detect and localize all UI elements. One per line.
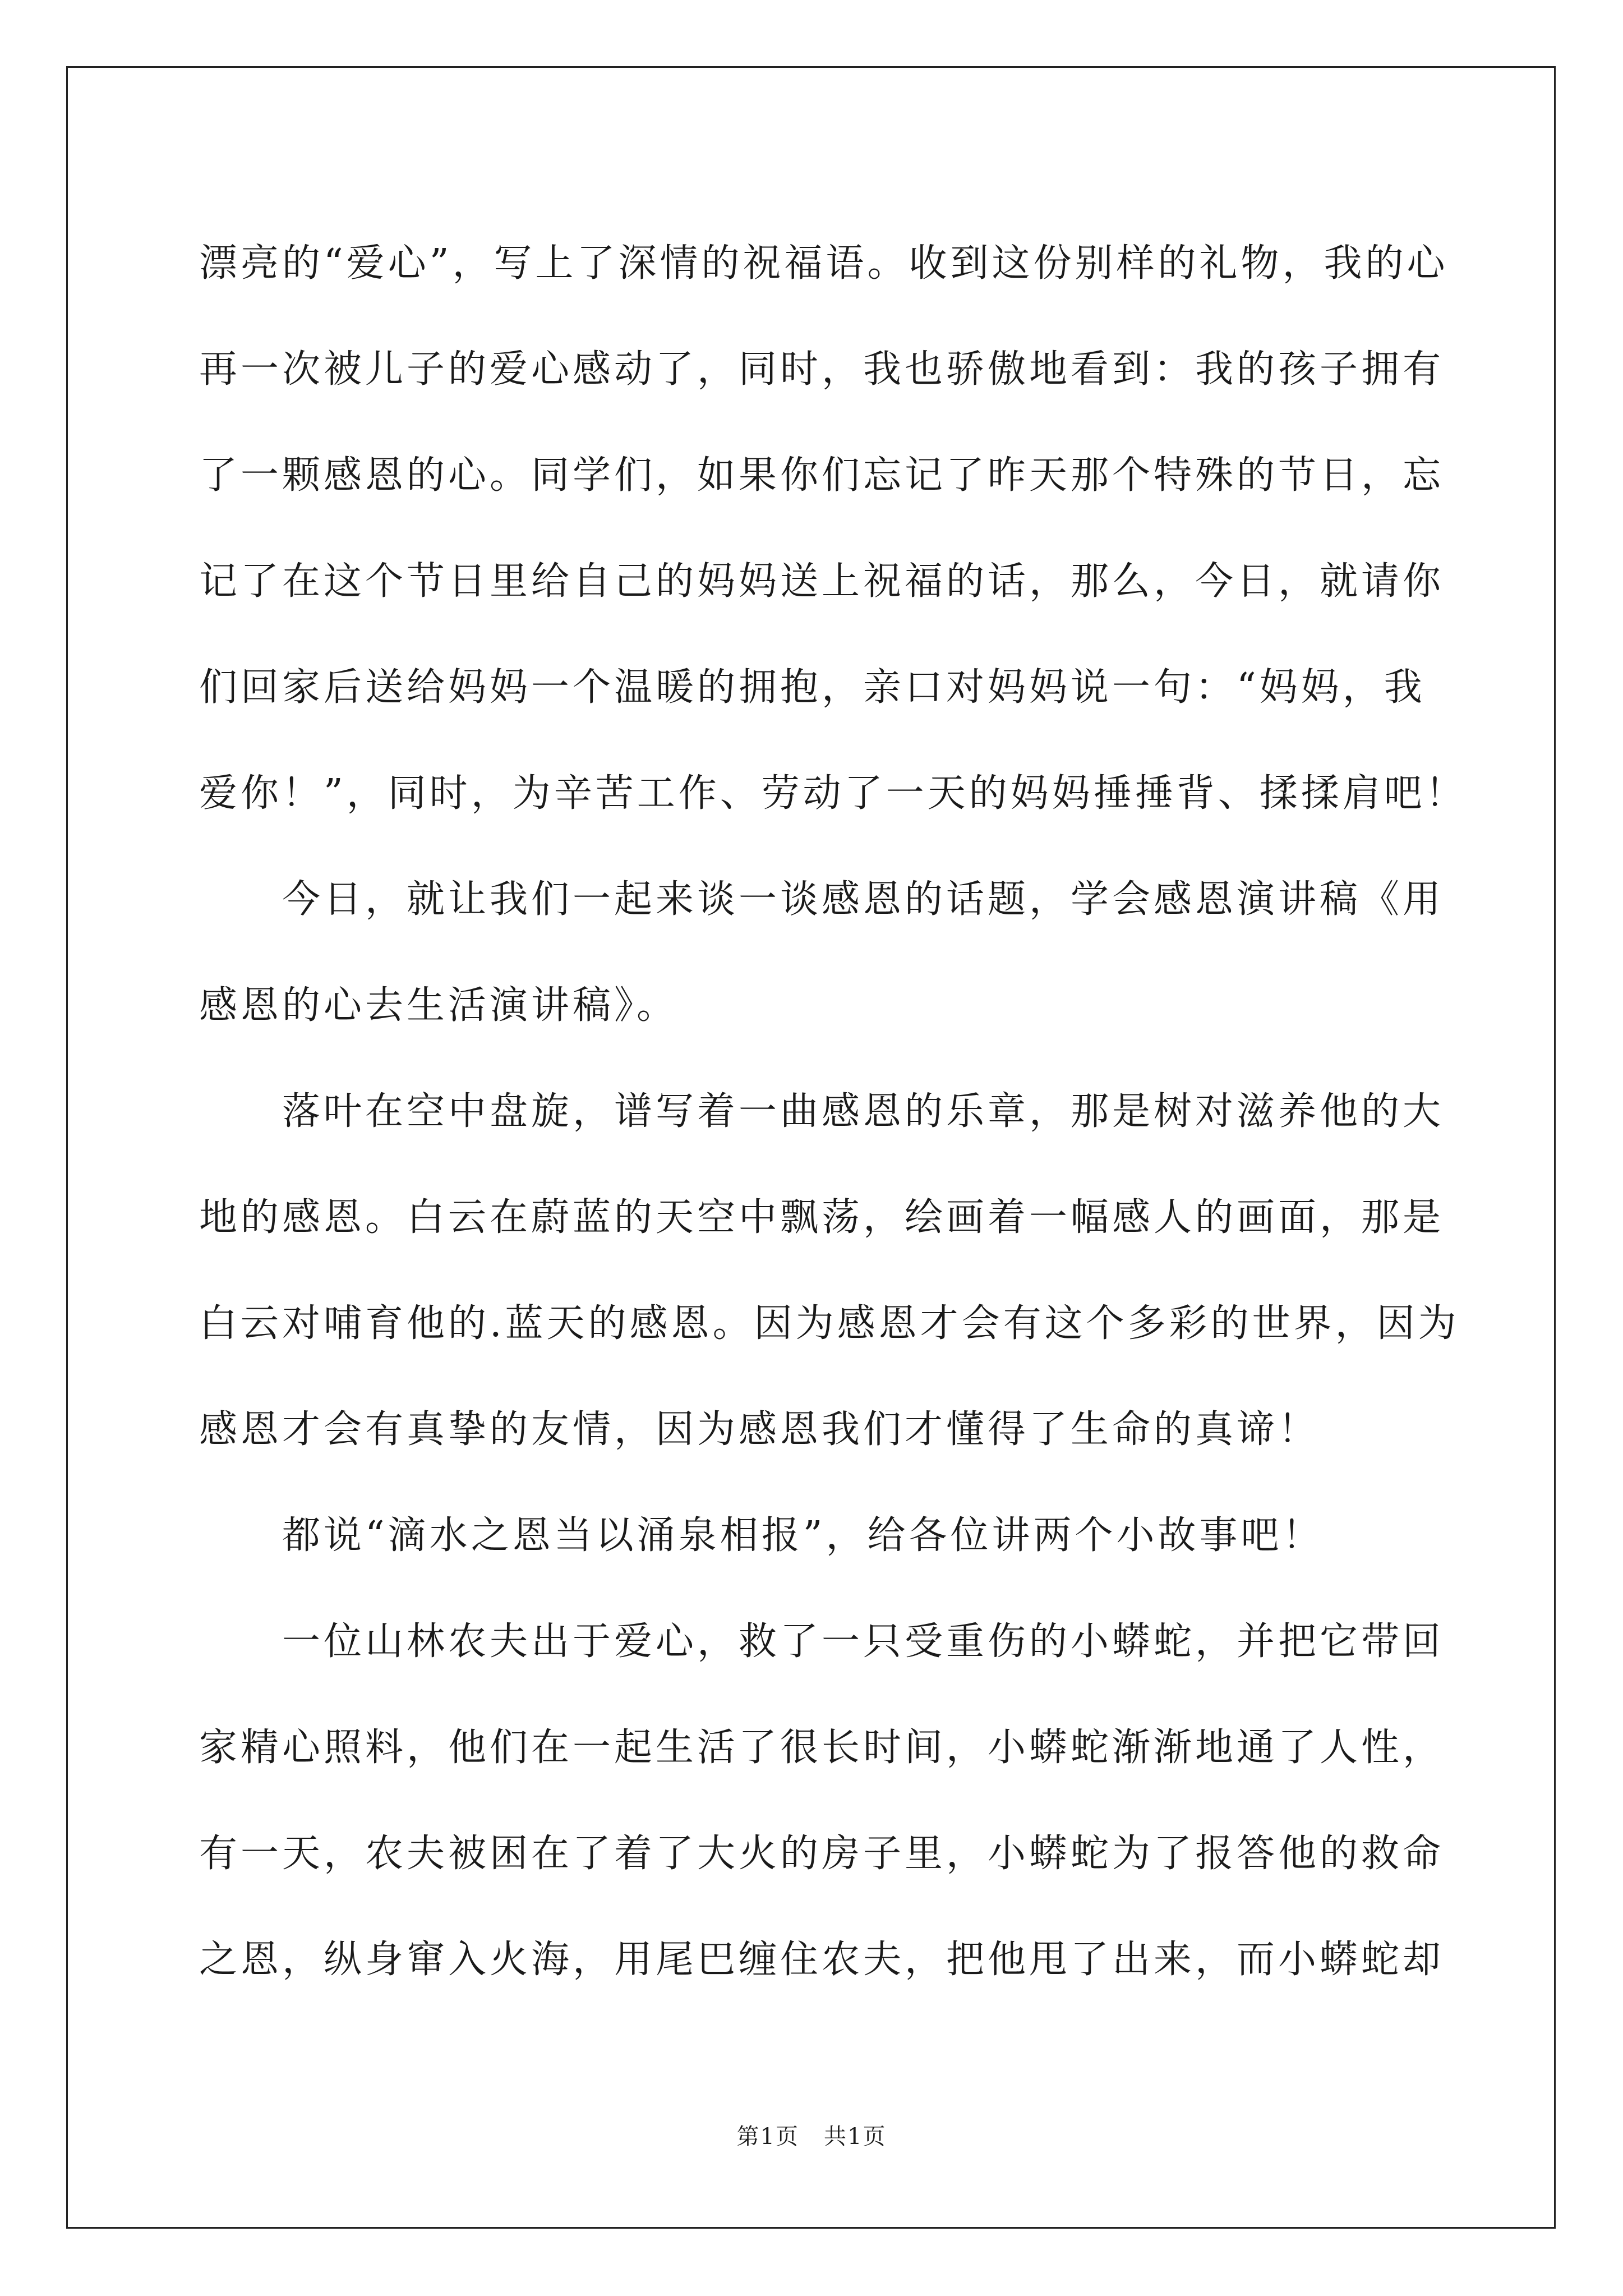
paragraph-first-line: 落叶在空中盘旋，谱写着一曲感恩的乐章，那是树对滋养他的大 [282, 1089, 1445, 1134]
text-line: 再一次被儿子的爱心感动了，同时，我也骄傲地看到：我的孩子拥有 [199, 347, 1445, 392]
text-line: 感恩才会有真挚的友情，因为感恩我们才懂得了生命的真谛！ [199, 1407, 1320, 1452]
text-line: 白云对哺育他的.蓝天的感恩。因为感恩才会有这个多彩的世界，因为 [199, 1301, 1460, 1346]
text-line: 感恩的心去生活演讲稿》。 [199, 983, 679, 1028]
text-line: 们回家后送给妈妈一个温暖的拥抱，亲口对妈妈说一句：“妈妈，我 [199, 665, 1426, 710]
text-line: 地的感恩。白云在蔚蓝的天空中飘荡，绘画着一幅感人的画面，那是 [199, 1195, 1445, 1240]
page-number-total: 共1页 [824, 2124, 887, 2150]
page-number-current: 第1页 [736, 2124, 799, 2150]
paragraph-first-line: 都说“滴水之恩当以涌泉相报”，给各位讲两个小故事吧！ [282, 1513, 1324, 1558]
text-line: 之恩，纵身窜入火海，用尾巴缠住农夫，把他甩了出来，而小蟒蛇却 [199, 1938, 1445, 1982]
text-line: 有一天，农夫被困在了着了大火的房子里，小蟒蛇为了报答他的救命 [199, 1832, 1445, 1876]
page-footer [0, 2123, 1623, 2150]
paragraph-first-line: 一位山林农夫出于爱心，救了一只受重伤的小蟒蛇，并把它带回 [282, 1619, 1445, 1664]
text-line: 漂亮的“爱心”，写上了深情的祝福语。收到这份别样的礼物，我的心 [199, 241, 1449, 286]
paragraph-first-line: 今日，就让我们一起来谈一谈感恩的话题，学会感恩演讲稿《用 [282, 877, 1445, 922]
text-line: 爱你！”，同时，为辛苦工作、劳动了一天的妈妈捶捶背、揉揉肩吧！ [199, 771, 1467, 816]
text-line: 记了在这个节日里给自己的妈妈送上祝福的话，那么，今日，就请你 [199, 559, 1445, 604]
text-line: 家精心照料，他们在一起生活了很长时间，小蟒蛇渐渐地通了人性， [199, 1726, 1445, 1770]
text-line: 了一颗感恩的心。同学们，如果你们忘记了昨天那个特殊的节日，忘 [199, 453, 1445, 498]
document-body [199, 210, 1467, 2013]
